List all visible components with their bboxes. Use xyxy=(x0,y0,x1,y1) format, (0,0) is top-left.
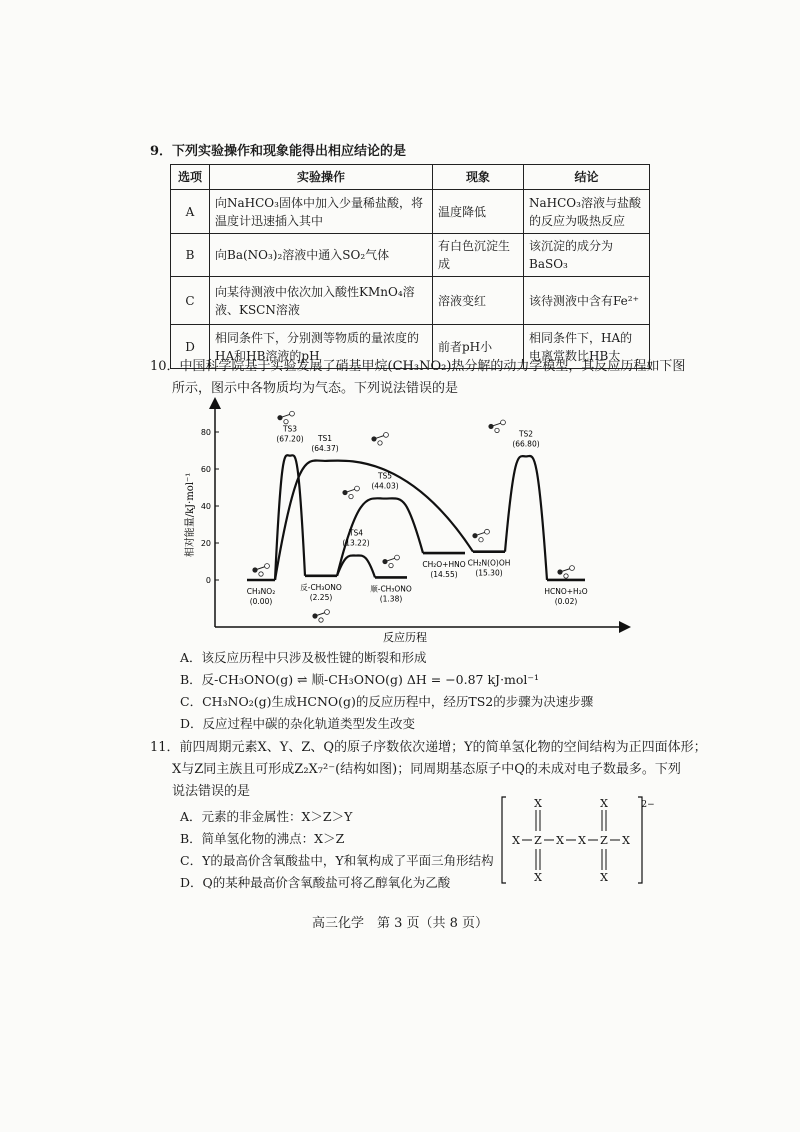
row-phenomenon: 有白色沉淀生成 xyxy=(433,234,524,277)
atom-x: X xyxy=(600,871,608,884)
state-energy-label: (2.25) xyxy=(309,592,333,602)
header-operation: 实验操作 xyxy=(210,165,433,190)
q11-option-c: C．Y的最高价含氧酸盐中，Y和氧构成了平面三角形结构 xyxy=(180,853,494,868)
table-row xyxy=(171,277,650,325)
experiment-table xyxy=(170,164,650,369)
state-energy-label: (13.22) xyxy=(342,538,370,548)
molecule-icon xyxy=(277,411,294,424)
row-option: B xyxy=(171,234,210,277)
q11-line2: X与Z同主族且可形成Z₂X₇²⁻(结构如图)；同周期基态原子中Q的未成对电子数最多。下列 xyxy=(172,762,681,777)
state-name-label: CH₂N(O)OH xyxy=(467,558,511,568)
atom-x: X xyxy=(622,834,630,847)
state-name-label: 顺-CH₃ONO xyxy=(370,584,412,594)
header-option: 选项 xyxy=(171,165,210,190)
q11-option-a: A．元素的非金属性：X＞Z＞Y xyxy=(180,809,353,824)
q10-title-line2: 所示，图示中各物质均为气态。下列说法错误的是 xyxy=(172,381,459,396)
q11-line3: 说法错误的是 xyxy=(172,784,251,799)
row-phenomenon: 溶液变红 xyxy=(433,277,524,325)
state-name-label: TS4 xyxy=(348,528,364,538)
state-name-label: TS3 xyxy=(282,424,298,434)
state-name-label: TS2 xyxy=(518,429,534,439)
q11-line1: 11．前四周期元素X、Y、Z、Q的原子序数依次递增；Y的简单氢化物的空间结构为正四面体形； xyxy=(150,740,707,755)
row-phenomenon: 温度降低 xyxy=(433,190,524,234)
row-conclusion: 该沉淀的成分为BaSO₃ xyxy=(524,234,650,277)
row-operation: 相同条件下，分别测等物质的量浓度的HA和HB溶液的pH xyxy=(210,325,433,369)
state-energy-label: (66.80) xyxy=(512,439,540,449)
header-conclusion: 结论 xyxy=(524,165,650,190)
state-energy-label: (15.30) xyxy=(475,568,503,578)
page-footer: 高三化学 第 3 页（共 8 页） xyxy=(311,916,489,931)
q9-title: 9．下列实验操作和现象能得出相应结论的是 xyxy=(150,144,407,159)
state-energy-label: (14.55) xyxy=(430,570,458,580)
state-name-label: 反-CH₃ONO xyxy=(300,582,342,592)
charge-label: 2− xyxy=(641,800,655,810)
y-tick-label: 20 xyxy=(200,539,211,548)
state-energy-label: (64.37) xyxy=(311,443,339,453)
header-phenomenon: 现象 xyxy=(433,165,524,190)
molecule-icon xyxy=(382,555,399,568)
molecule-icon xyxy=(252,564,269,577)
atom-x: X xyxy=(512,834,520,847)
row-conclusion: 相同条件下，HA的电离常数比HB大 xyxy=(524,325,650,369)
molecule-icon xyxy=(472,529,489,542)
state-energy-label: (0.02) xyxy=(554,596,578,606)
atom-z: Z xyxy=(534,834,542,847)
y-tick-label: 80 xyxy=(200,428,211,437)
y-tick-label: 0 xyxy=(205,576,211,585)
atom-x: X xyxy=(578,834,586,847)
row-option: A xyxy=(171,190,210,234)
y-axis-label: 相对能量/kJ·mol⁻¹ xyxy=(185,472,196,558)
q11-option-b: B．简单氢化物的沸点：X＞Z xyxy=(180,831,345,846)
molecule-icon xyxy=(342,486,359,499)
row-conclusion: 该待测液中含有Fe²⁺ xyxy=(524,277,650,325)
state-name-label: CH₂O+HNO xyxy=(422,560,466,570)
table-row xyxy=(171,190,650,234)
molecule-icon xyxy=(488,420,505,433)
molecule-icon xyxy=(371,433,388,446)
y-tick-label: 40 xyxy=(200,502,211,511)
state-name-label: TS5 xyxy=(377,471,393,481)
molecule-icon xyxy=(312,610,329,623)
x-axis-label: 反应历程 xyxy=(383,631,427,644)
row-conclusion: NaHCO₃溶液与盐酸的反应为吸热反应 xyxy=(524,190,650,234)
state-energy-label: (44.03) xyxy=(371,481,399,491)
ts2-curve xyxy=(505,456,547,580)
q10-option-a: A．该反应历程中只涉及极性键的断裂和形成 xyxy=(180,650,427,665)
atom-x: X xyxy=(600,797,608,810)
state-energy-label: (0.00) xyxy=(249,597,273,606)
row-operation: 向NaHCO₃固体中加入少量稀盐酸，将温度计迅速插入其中 xyxy=(210,190,433,234)
q10-title-line1: 10．中国科学院基于实验发展了硝基甲烷(CH₃NO₂)热分解的动力学模型，其反应历程如下图 xyxy=(150,359,686,374)
q10-option-d: D．反应过程中碳的杂化轨道类型发生改变 xyxy=(180,716,416,731)
row-option: D xyxy=(171,325,210,369)
table-row xyxy=(171,234,650,277)
z2x7-structure xyxy=(500,795,655,885)
state-name-label: HCNO+H₂O xyxy=(544,586,588,596)
row-phenomenon: 前者pH小 xyxy=(433,325,524,369)
row-operation: 向Ba(NO₃)₂溶液中通入SO₂气体 xyxy=(210,234,433,277)
row-option: C xyxy=(171,277,210,325)
state-energy-label: (1.38) xyxy=(379,594,403,604)
atom-x: X xyxy=(534,797,542,810)
state-name-label: TS1 xyxy=(317,433,333,443)
q10-option-c: C．CH₃NO₂(g)生成HCNO(g)的反应历程中，经历TS2的步骤为决速步骤 xyxy=(180,694,594,709)
atom-x: X xyxy=(534,871,542,884)
q11-option-d: D．Q的某种最高价含氧酸盐可将乙醇氧化为乙酸 xyxy=(180,875,451,890)
row-operation: 向某待测液中依次加入酸性KMnO₄溶液、KSCN溶液 xyxy=(210,277,433,325)
state-energy-label: (67.20) xyxy=(276,434,304,444)
atom-x: X xyxy=(556,834,564,847)
ts4-curve xyxy=(337,555,375,577)
energy-profile-chart xyxy=(175,395,635,645)
atom-z: Z xyxy=(600,834,608,847)
state-name-label: CH₃NO₂ xyxy=(246,587,276,596)
y-tick-label: 60 xyxy=(200,465,211,474)
q10-option-b: B．反-CH₃ONO(g) ⇌ 顺-CH₃ONO(g) ΔH = −0.87 kJ·mol⁻¹ xyxy=(180,672,540,687)
table-header-row xyxy=(171,165,650,190)
molecule-icon xyxy=(557,566,574,579)
